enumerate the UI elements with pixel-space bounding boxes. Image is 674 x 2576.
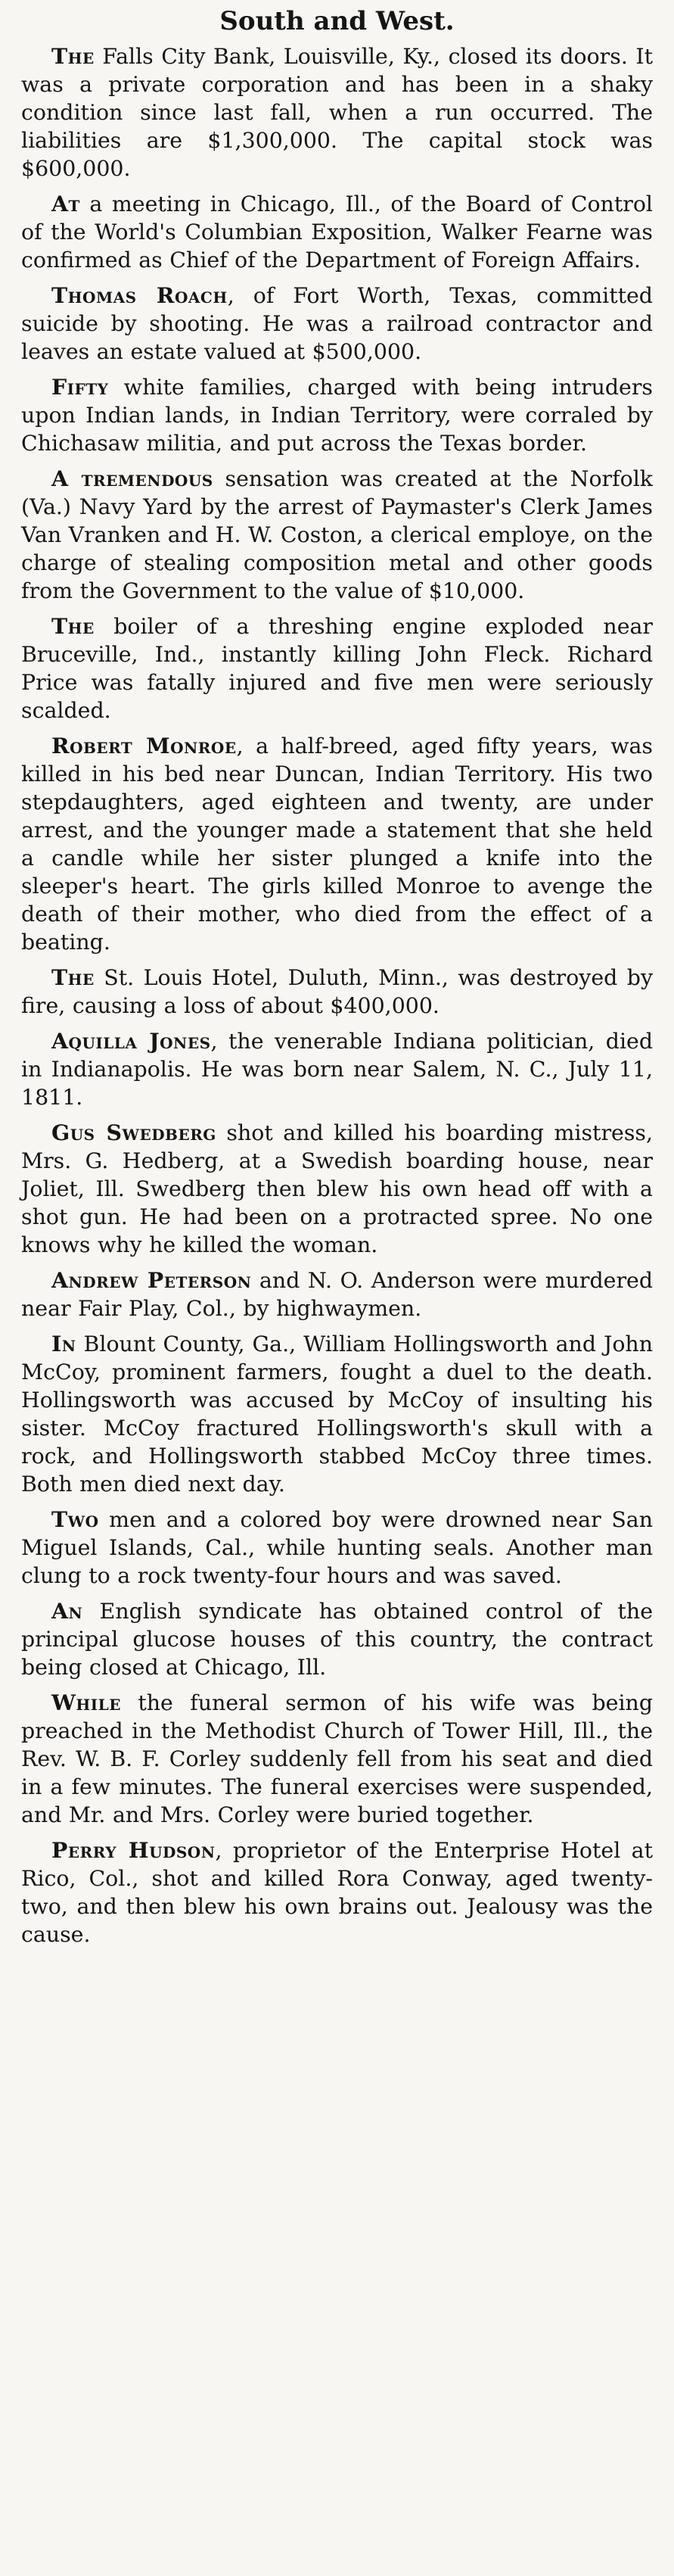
news-item-blount-county-duel [21, 1330, 653, 1498]
item-lead: Aquilla Jones [51, 1028, 211, 1054]
item-lead: An [51, 1598, 83, 1624]
news-item-glucose-syndicate [21, 1597, 653, 1681]
item-lead: Fifty [51, 374, 109, 400]
item-lead: The [51, 613, 95, 639]
item-text: a meeting in Chicago, Ill., of the Board of Control of the World's Columbian Exposition, Walker Fearne was confirmed as Chief of the Department of Foreign Affairs. [21, 192, 653, 273]
item-lead: A tremendous [51, 466, 213, 491]
news-item-norfolk-navy-yard [21, 465, 653, 605]
item-text: men and a colored boy were drowned near San Miguel Islands, Cal., while hunting seals. Another man clung to a rock twenty-four hours and was saved. [21, 1507, 653, 1588]
news-item-gus-swedberg [21, 1119, 653, 1259]
item-text: and N. O. Anderson were murdered near Fair Play, Col., by highwaymen. [21, 1268, 653, 1321]
item-lead: Robert Monroe [51, 733, 237, 758]
item-lead: Gus Swedberg [51, 1120, 216, 1145]
news-item-perry-hudson [21, 1836, 653, 1948]
section-headline: South and West. [219, 6, 455, 36]
item-lead: Andrew Peterson [51, 1267, 252, 1293]
item-lead: In [51, 1331, 76, 1357]
news-item-corley-funeral [21, 1689, 653, 1829]
news-item-columbian-exposition [21, 190, 653, 274]
item-text: sensation was created at the Norfolk (Va.) Navy Yard by the arrest of Paymaster's Clerk James Van Vranken and H. W. Coston, a clerical employe, on the charge of stealing composition metal and other goods from the Government to the value of $10,000. [21, 466, 653, 603]
item-text: , proprietor of the Enterprise Hotel at Rico, Col., shot and killed Rora Conway, aged twenty-two, and then blew his own brains out. Jealousy was the cause. [21, 1838, 653, 1947]
news-item-falls-city-bank [21, 42, 653, 182]
news-item-andrew-peterson [21, 1266, 653, 1322]
item-lead: Perry Hudson [51, 1837, 216, 1863]
item-text: St. Louis Hotel, Duluth, Minn., was destroyed by fire, causing a loss of about $400,000. [21, 965, 653, 1018]
item-text: , the venerable Indiana politician, died in Indianapolis. He was born near Salem, N. C., July 11, 1811. [21, 1029, 654, 1110]
item-lead: At [51, 191, 80, 216]
item-text: Falls City Bank, Louisville, Ky., closed its doors. It was a private corporation and has been in a shaky condition since last fall, when a run occurred. The liabilities are $1,300,000. The capital stock was $600,000. [21, 44, 653, 181]
news-item-st-louis-hotel [21, 964, 653, 1020]
item-lead: Two [51, 1506, 99, 1532]
item-text: boiler of a threshing engine exploded near Bruceville, Ind., instantly killing John Fleck. Richard Price was fatally injured and five men were seriously scalded. [21, 614, 653, 723]
news-item-san-miguel-drowning [21, 1506, 653, 1590]
item-text: the funeral sermon of his wife was being preached in the Methodist Church of Tower Hill, Ill., the Rev. W. B. F. Corley suddenly fell from his seat and died in a few minutes. The funeral exercises were suspended, and Mr. and Mrs. Corley were buried together. [21, 1690, 653, 1827]
news-item-indian-territory-families [21, 373, 653, 457]
item-text: English syndicate has obtained control of the principal glucose houses of this country, the contract being closed at Chicago, Ill. [21, 1599, 653, 1680]
item-lead: While [51, 1690, 121, 1715]
news-item-robert-monroe [21, 732, 653, 956]
news-item-boiler-explosion [21, 612, 653, 724]
news-item-thomas-roach [21, 282, 653, 366]
item-text: , a half-breed, aged fifty years, was killed in his bed near Duncan, Indian Territory. His two stepdaughters, aged eighteen and twenty, are under arrest, and the younger made a statement that she held a candle while her sister plunged a knife into the sleeper's heart. The girls killed Monroe to avenge the death of their mother, who died from the effect of a beating. [21, 734, 653, 955]
news-item-aquilla-jones [21, 1027, 653, 1111]
item-lead: The [51, 964, 95, 990]
item-lead: The [51, 43, 95, 69]
item-text: , of Fort Worth, Texas, committed suicide by shooting. He was a railroad contractor and leaves an estate valued at $500,000. [21, 283, 653, 364]
item-text: white families, charged with being intruders upon Indian lands, in Indian Territory, were corraled by Chichasaw militia, and put across the Texas border. [21, 375, 653, 456]
item-lead: Thomas Roach [51, 282, 228, 308]
item-text: Blount County, Ga., William Hollingsworth and John McCoy, prominent farmers, fought a duel to the death. Hollingsworth was accused by McCoy of insulting his sister. McCoy fractured Hollingsworth's skull with a rock, and Hollingsworth stabbed McCoy three times. Both men died next day. [21, 1332, 653, 1497]
item-text: shot and killed his boarding mistress, Mrs. G. Hedberg, at a Swedish boarding house, near Joliet, Ill. Swedberg then blew his own head off with a shot gun. He had been on a protracted spree. No one knows why he killed the woman. [21, 1120, 653, 1257]
